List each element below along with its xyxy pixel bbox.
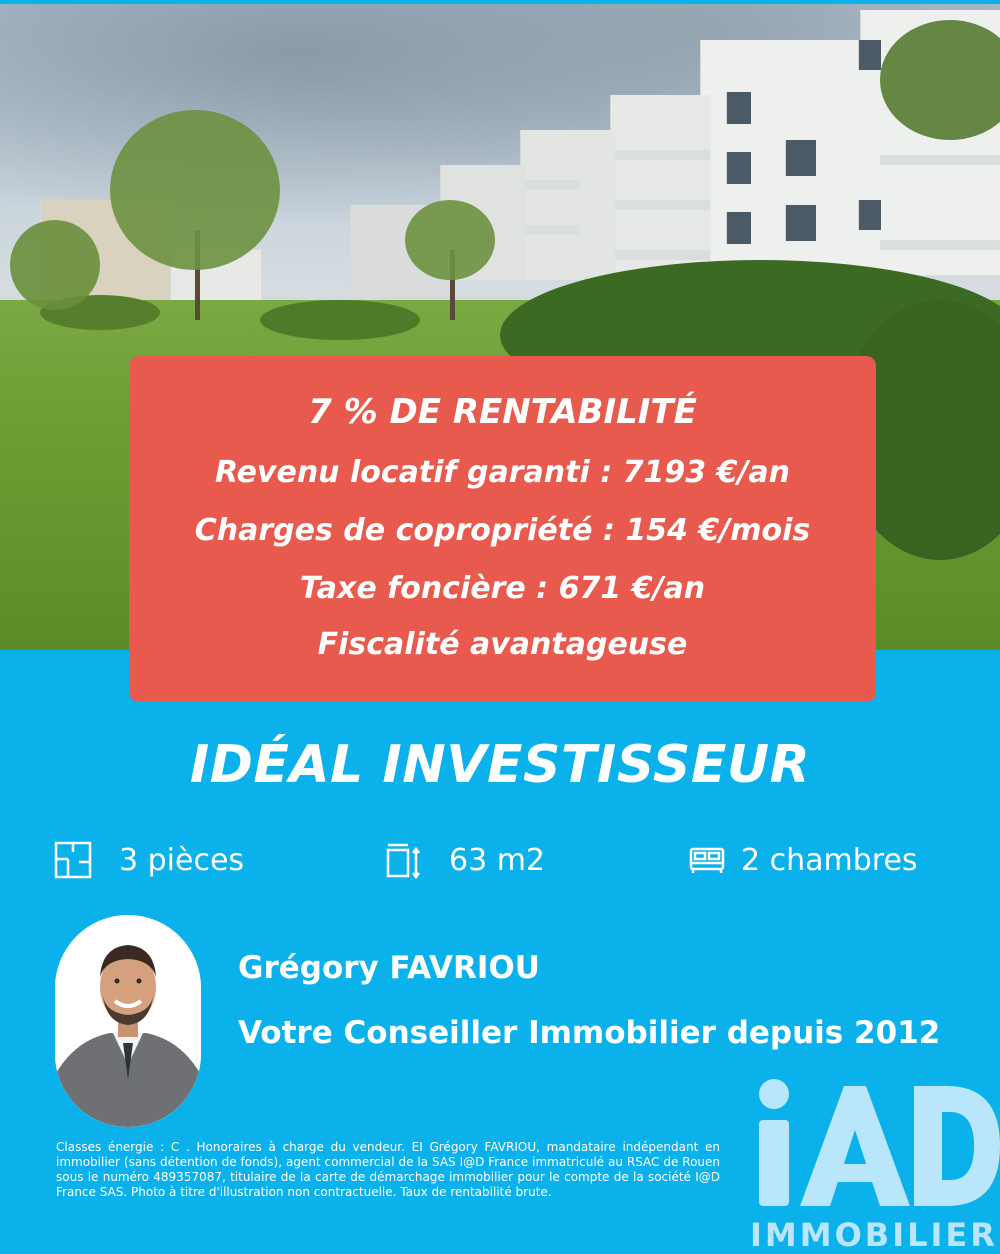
bed-icon: [687, 840, 727, 880]
rooms-label: 3 pièces: [119, 842, 245, 878]
area-label: 63 m2: [449, 842, 546, 878]
condo-charges: Charges de copropriété : 154 €/mois: [194, 513, 811, 548]
floorplan-icon: [53, 840, 93, 880]
top-accent-strip: [0, 0, 1000, 4]
agent-avatar: [55, 915, 201, 1127]
property-tax: Taxe foncière : 671 €/an: [299, 571, 706, 606]
bedrooms-label: 2 chambres: [741, 842, 918, 878]
headline: IDÉAL INVESTISSEUR: [189, 735, 811, 795]
tax-advantage: Fiscalité avantageuse: [317, 627, 688, 662]
rentability-title: 7 % DE RENTABILITÉ: [308, 392, 697, 432]
rentability-card: [129, 356, 876, 702]
legal-notice: Classes énergie : C . Honoraires à charge du vendeur. EI Grégory FAVRIOU, mandataire indépendant en immobilier (sans détention de fonds), agent commercial de la SAS I@D France immatriculé au RSAC de Rouen sous le numéro 489357087, titulaire de la carte de démarchage immobilier pour le compte de la société I@D France SAS. Photo à titre d'illustration non contractuelle. Taux de rentabilité brute.: [56, 1140, 720, 1199]
agent-role: Votre Conseiller Immobilier depuis 2012: [238, 1015, 941, 1051]
feature-bedrooms: [687, 838, 918, 882]
rental-income: Revenu locatif garanti : 7193 €/an: [214, 455, 791, 490]
logo-wordmark: IMMOBILIER: [750, 1216, 998, 1254]
feature-area: [383, 838, 545, 882]
feature-rooms: [53, 838, 244, 882]
agent-name: Grégory FAVRIOU: [238, 950, 540, 986]
surface-icon: [383, 840, 423, 880]
